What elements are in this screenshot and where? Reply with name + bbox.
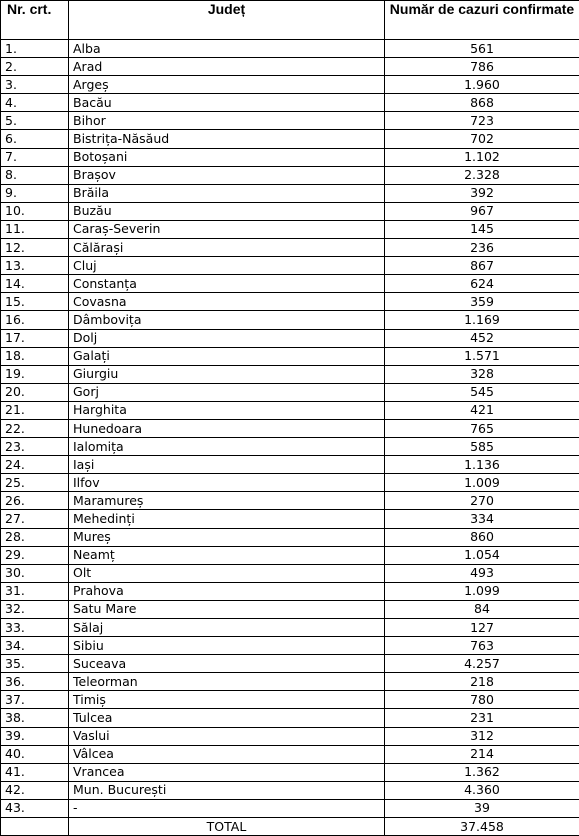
row-number: 9.	[1, 184, 69, 202]
county-name: Teleorman	[69, 673, 385, 691]
header-cases: Număr de cazuri confirmate	[385, 1, 579, 40]
table-row	[1, 510, 579, 528]
row-number: 4.	[1, 94, 69, 112]
row-number: 1.	[1, 40, 69, 58]
table-header	[1, 1, 579, 40]
county-name: Olt	[69, 564, 385, 582]
table-row	[1, 799, 579, 817]
county-name: Vrancea	[69, 763, 385, 781]
row-number: 37.	[1, 691, 69, 709]
row-number: 10.	[1, 202, 69, 220]
table-row	[1, 311, 579, 329]
county-name: Cluj	[69, 257, 385, 275]
table-row	[1, 239, 579, 257]
table-row	[1, 582, 579, 600]
confirmed-cases: 765	[385, 419, 579, 437]
table-row	[1, 763, 579, 781]
row-number: 31.	[1, 582, 69, 600]
county-name: Buzău	[69, 202, 385, 220]
confirmed-cases: 84	[385, 600, 579, 618]
table-row	[1, 293, 579, 311]
row-number: 42.	[1, 781, 69, 799]
header-county: Județ	[69, 1, 385, 40]
total-label: TOTAL	[69, 818, 385, 836]
county-name: Dolj	[69, 329, 385, 347]
confirmed-cases: 214	[385, 745, 579, 763]
county-name: Ialomița	[69, 438, 385, 456]
table-row	[1, 347, 579, 365]
table-row	[1, 94, 579, 112]
confirmed-cases: 763	[385, 637, 579, 655]
row-number: 30.	[1, 564, 69, 582]
table-row	[1, 202, 579, 220]
row-number: 5.	[1, 112, 69, 130]
row-number: 8.	[1, 166, 69, 184]
county-name: Hunedoara	[69, 419, 385, 437]
county-name: Brașov	[69, 166, 385, 184]
confirmed-cases: 452	[385, 329, 579, 347]
table-row	[1, 419, 579, 437]
total-nr-cell	[1, 818, 69, 836]
county-name: Mureș	[69, 528, 385, 546]
table-row	[1, 130, 579, 148]
table-row	[1, 600, 579, 618]
county-name: Tulcea	[69, 709, 385, 727]
table-row	[1, 148, 579, 166]
confirmed-cases: 493	[385, 564, 579, 582]
table-row	[1, 655, 579, 673]
row-number: 6.	[1, 130, 69, 148]
row-number: 36.	[1, 673, 69, 691]
header-nr-crt: Nr. crt.	[1, 1, 69, 40]
row-number: 18.	[1, 347, 69, 365]
confirmed-cases: 780	[385, 691, 579, 709]
row-number: 16.	[1, 311, 69, 329]
confirmed-cases: 1.136	[385, 456, 579, 474]
header-row	[1, 1, 579, 40]
row-number: 33.	[1, 619, 69, 637]
row-number: 29.	[1, 546, 69, 564]
confirmed-cases: 145	[385, 220, 579, 238]
table-row	[1, 329, 579, 347]
county-name: Bihor	[69, 112, 385, 130]
confirmed-cases: 786	[385, 58, 579, 76]
table-row	[1, 76, 579, 94]
confirmed-cases: 359	[385, 293, 579, 311]
table-row	[1, 528, 579, 546]
county-name: Sălaj	[69, 619, 385, 637]
table-row	[1, 220, 579, 238]
row-number: 32.	[1, 600, 69, 618]
table-row	[1, 709, 579, 727]
table-row	[1, 257, 579, 275]
table-row	[1, 619, 579, 637]
table-row	[1, 456, 579, 474]
row-number: 38.	[1, 709, 69, 727]
row-number: 7.	[1, 148, 69, 166]
row-number: 41.	[1, 763, 69, 781]
confirmed-cases: 860	[385, 528, 579, 546]
county-name: Argeș	[69, 76, 385, 94]
confirmed-cases: 1.009	[385, 474, 579, 492]
county-name: Alba	[69, 40, 385, 58]
table-row	[1, 58, 579, 76]
confirmed-cases: 545	[385, 383, 579, 401]
county-name: Iași	[69, 456, 385, 474]
county-name: Giurgiu	[69, 365, 385, 383]
county-name: Maramureș	[69, 492, 385, 510]
row-number: 20.	[1, 383, 69, 401]
row-number: 40.	[1, 745, 69, 763]
row-number: 35.	[1, 655, 69, 673]
county-name: Galați	[69, 347, 385, 365]
table-row	[1, 438, 579, 456]
table-row	[1, 781, 579, 799]
county-name: Vâlcea	[69, 745, 385, 763]
county-name: Covasna	[69, 293, 385, 311]
county-name: Călărași	[69, 239, 385, 257]
row-number: 13.	[1, 257, 69, 275]
county-name: Arad	[69, 58, 385, 76]
confirmed-cases: 270	[385, 492, 579, 510]
county-name: Satu Mare	[69, 600, 385, 618]
table-row	[1, 673, 579, 691]
table-row	[1, 166, 579, 184]
confirmed-cases: 231	[385, 709, 579, 727]
county-name: -	[69, 799, 385, 817]
row-number: 24.	[1, 456, 69, 474]
total-cases: 37.458	[385, 818, 579, 836]
row-number: 21.	[1, 401, 69, 419]
county-name: Mun. București	[69, 781, 385, 799]
row-number: 43.	[1, 799, 69, 817]
confirmed-cases: 127	[385, 619, 579, 637]
table-row	[1, 474, 579, 492]
row-number: 26.	[1, 492, 69, 510]
table-row	[1, 546, 579, 564]
row-number: 3.	[1, 76, 69, 94]
row-number: 25.	[1, 474, 69, 492]
confirmed-cases: 2.328	[385, 166, 579, 184]
table-row	[1, 401, 579, 419]
county-name: Dâmbovița	[69, 311, 385, 329]
confirmed-cases: 421	[385, 401, 579, 419]
county-name: Botoșani	[69, 148, 385, 166]
table-row	[1, 727, 579, 745]
table-row	[1, 365, 579, 383]
table-row	[1, 40, 579, 58]
row-number: 34.	[1, 637, 69, 655]
row-number: 39.	[1, 727, 69, 745]
confirmed-cases: 328	[385, 365, 579, 383]
row-number: 2.	[1, 58, 69, 76]
row-number: 27.	[1, 510, 69, 528]
table-row	[1, 112, 579, 130]
table-row	[1, 275, 579, 293]
row-number: 12.	[1, 239, 69, 257]
row-number: 22.	[1, 419, 69, 437]
row-number: 11.	[1, 220, 69, 238]
confirmed-cases: 702	[385, 130, 579, 148]
table-row	[1, 184, 579, 202]
confirmed-cases: 39	[385, 799, 579, 817]
row-number: 23.	[1, 438, 69, 456]
confirmed-cases: 967	[385, 202, 579, 220]
table-body	[1, 40, 579, 818]
row-number: 19.	[1, 365, 69, 383]
confirmed-cases: 1.054	[385, 546, 579, 564]
confirmed-cases: 392	[385, 184, 579, 202]
table-row	[1, 745, 579, 763]
row-number: 15.	[1, 293, 69, 311]
confirmed-cases: 1.102	[385, 148, 579, 166]
confirmed-cases: 868	[385, 94, 579, 112]
confirmed-cases: 624	[385, 275, 579, 293]
county-name: Ilfov	[69, 474, 385, 492]
table-row	[1, 564, 579, 582]
table-row	[1, 637, 579, 655]
confirmed-cases: 1.362	[385, 763, 579, 781]
county-name: Mehedinți	[69, 510, 385, 528]
confirmed-cases: 585	[385, 438, 579, 456]
county-name: Prahova	[69, 582, 385, 600]
county-name: Caraș-Severin	[69, 220, 385, 238]
confirmed-cases: 1.571	[385, 347, 579, 365]
confirmed-cases: 218	[385, 673, 579, 691]
confirmed-cases: 867	[385, 257, 579, 275]
county-name: Neamț	[69, 546, 385, 564]
county-name: Suceava	[69, 655, 385, 673]
county-name: Vaslui	[69, 727, 385, 745]
confirmed-cases: 334	[385, 510, 579, 528]
confirmed-cases: 1.169	[385, 311, 579, 329]
county-name: Gorj	[69, 383, 385, 401]
county-name: Timiș	[69, 691, 385, 709]
row-number: 14.	[1, 275, 69, 293]
county-name: Bacău	[69, 94, 385, 112]
confirmed-cases: 561	[385, 40, 579, 58]
table-row	[1, 691, 579, 709]
county-name: Bistrița-Năsăud	[69, 130, 385, 148]
confirmed-cases: 723	[385, 112, 579, 130]
total-row	[1, 818, 579, 836]
county-name: Sibiu	[69, 637, 385, 655]
table-footer	[1, 818, 579, 836]
table-row	[1, 492, 579, 510]
row-number: 17.	[1, 329, 69, 347]
confirmed-cases: 4.360	[385, 781, 579, 799]
confirmed-cases: 4.257	[385, 655, 579, 673]
confirmed-cases: 236	[385, 239, 579, 257]
confirmed-cases: 1.960	[385, 76, 579, 94]
row-number: 28.	[1, 528, 69, 546]
county-name: Brăila	[69, 184, 385, 202]
county-name: Constanța	[69, 275, 385, 293]
county-name: Harghita	[69, 401, 385, 419]
confirmed-cases: 312	[385, 727, 579, 745]
table-row	[1, 383, 579, 401]
confirmed-cases: 1.099	[385, 582, 579, 600]
